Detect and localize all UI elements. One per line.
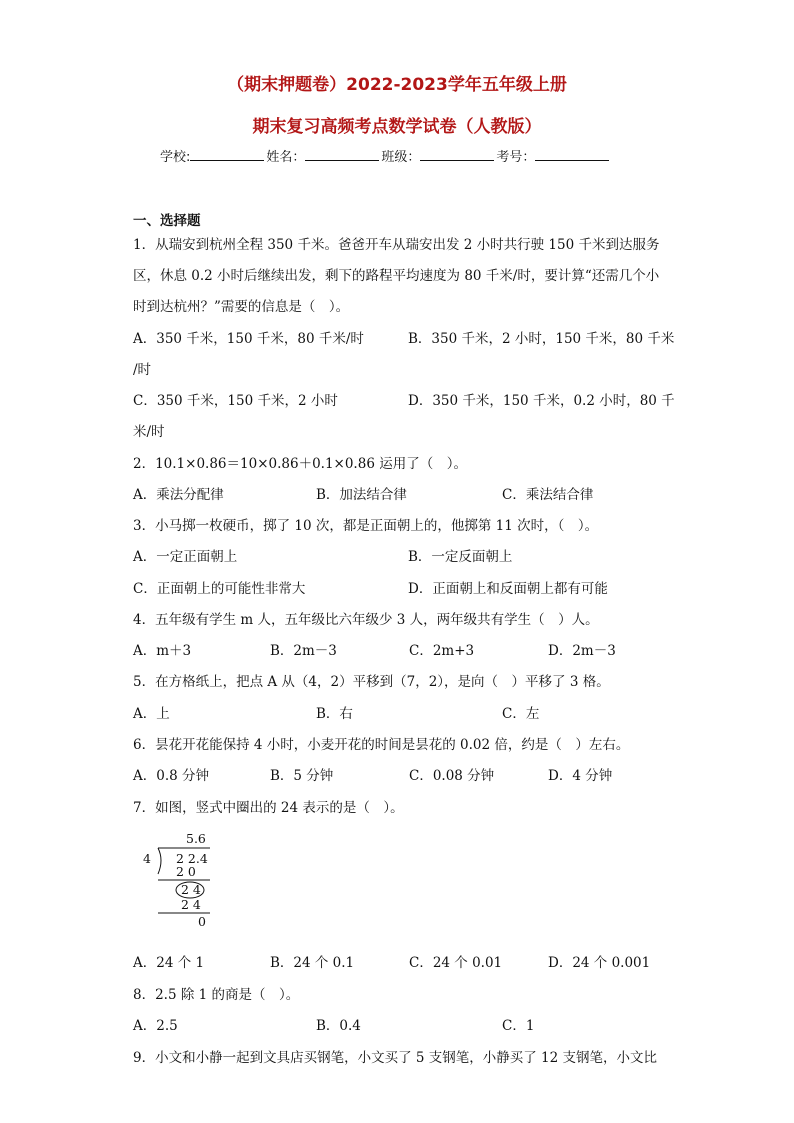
school-label: 学校: (160, 150, 191, 165)
question-1-line-2: 区，休息 0.2 小时后继续出发，剩下的路程平均速度为 80 千米/时，要计算“还需几个小 (133, 268, 660, 284)
long-division-figure (140, 830, 230, 930)
exam-title-line1: （期末押题卷）2022-2023学年五年级上册 (227, 75, 567, 95)
question-1-option-b[interactable]: B．350 千米，2 小时，150 千米，80 千米 (408, 331, 675, 347)
question-1-option-a[interactable]: A．350 千米，150 千米，80 千米/时 (133, 331, 364, 347)
question-6-stem: 6．昙花开花能保持 4 小时，小麦开花的时间是昙花的 0.02 倍，约是（ ）左右。 (133, 737, 630, 753)
question-8-option-a[interactable]: A．2.5 (133, 1018, 178, 1034)
question-4-option-a[interactable]: A．m＋3 (133, 643, 192, 659)
division-circled-24: 2 4 (181, 882, 201, 897)
exam-title-line2: 期末复习高频考点数学试卷（人教版） (252, 117, 542, 137)
question-7-option-d[interactable]: D．24 个 0.001 (548, 955, 651, 971)
question-5-option-a[interactable]: A．上 (133, 706, 170, 722)
number-label: 考号： (496, 150, 536, 165)
question-8-stem: 8．2.5 除 1 的商是（ ）。 (133, 987, 300, 1003)
question-3-option-d[interactable]: D．正面朝上和反面朝上都有可能 (408, 581, 608, 597)
student-info-line (160, 146, 611, 165)
question-3-option-b[interactable]: B．一定反面朝上 (408, 549, 513, 565)
section-title: 一、选择题 (133, 213, 201, 229)
question-4-option-d[interactable]: D．2m－3 (548, 643, 616, 659)
question-9-stem: 9．小文和小静一起到文具店买钢笔，小文买了 5 支钢笔，小静买了 12 支钢笔，小文比 (133, 1050, 658, 1066)
question-2-option-b[interactable]: B．加法结合律 (316, 487, 407, 503)
question-5-option-b[interactable]: B．右 (316, 706, 353, 722)
question-6-option-d[interactable]: D．4 分钟 (548, 768, 613, 784)
school-blank[interactable] (190, 148, 264, 161)
question-5-option-c[interactable]: C．左 (502, 706, 540, 722)
question-1-option-d[interactable]: D．350 千米，150 千米，0.2 小时，80 千 (408, 393, 675, 409)
name-blank[interactable] (305, 148, 379, 161)
question-3-option-a[interactable]: A．一定正面朝上 (133, 549, 238, 565)
question-1-option-c[interactable]: C．350 千米，150 千米，2 小时 (133, 393, 338, 409)
question-1-line-1: 1．从瑞安到杭州全程 350 千米。爸爸开车从瑞安出发 2 小时共行驶 150 千米到达服务 (133, 237, 660, 253)
question-2-stem: 2．10.1×0.86＝10×0.86＋0.1×0.86 运用了（ ）。 (133, 456, 467, 472)
question-7-option-c[interactable]: C．24 个 0.01 (409, 955, 503, 971)
question-7-stem: 7．如图，竖式中圈出的 24 表示的是（ ）。 (133, 800, 404, 816)
question-5-stem: 5．在方格纸上，把点 A 从（4，2）平移到（7，2），是向（ ）平移了 3 格。 (133, 674, 610, 690)
question-6-option-a[interactable]: A．0.8 分钟 (133, 768, 210, 784)
question-3-stem: 3．小马掷一枚硬币，掷了 10 次，都是正面朝上的，他掷第 11 次时，（ ）。 (133, 518, 599, 534)
question-4-option-b[interactable]: B．2m－3 (270, 643, 337, 659)
question-2-option-a[interactable]: A．乘法分配律 (133, 487, 224, 503)
name-label: 姓名： (266, 150, 306, 165)
question-4-option-c[interactable]: C．2m+3 (409, 643, 475, 659)
question-6-option-b[interactable]: B．5 分钟 (270, 768, 334, 784)
class-blank[interactable] (420, 148, 494, 161)
question-8-option-c[interactable]: C．1 (502, 1018, 535, 1034)
question-2-option-c[interactable]: C．乘法结合律 (502, 487, 594, 503)
question-1-option-b-cont: /时 (133, 362, 152, 378)
question-7-option-a[interactable]: A．24 个 1 (133, 955, 205, 971)
question-7-option-b[interactable]: B．24 个 0.1 (270, 955, 355, 971)
division-step-2: 2 4 (181, 897, 201, 912)
division-dividend: 2 2.4 (176, 851, 208, 866)
class-label: 班级： (381, 150, 421, 165)
question-1-line-3: 时到达杭州？”需要的信息是（ ）。 (133, 299, 350, 315)
question-4-stem: 4．五年级有学生 m 人，五年级比六年级少 3 人，两年级共有学生（ ）人。 (133, 612, 599, 628)
division-remainder: 0 (198, 914, 206, 929)
number-blank[interactable] (535, 148, 609, 161)
question-1-option-d-cont: 米/时 (133, 424, 165, 440)
division-step-1: 2 0 (176, 864, 196, 879)
division-quotient: 5.6 (186, 831, 206, 846)
question-3-option-c[interactable]: C．正面朝上的可能性非常大 (133, 581, 306, 597)
question-8-option-b[interactable]: B．0.4 (316, 1018, 361, 1034)
division-divisor: 4 (143, 851, 151, 866)
question-6-option-c[interactable]: C．0.08 分钟 (409, 768, 495, 784)
